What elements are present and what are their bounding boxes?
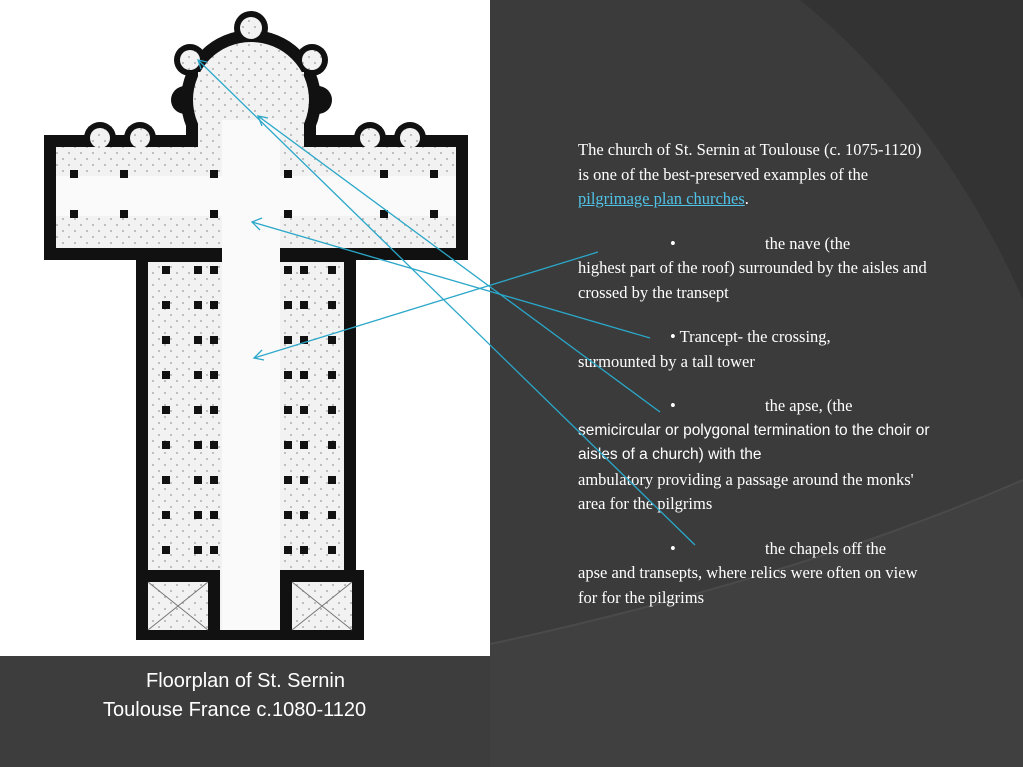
- caption-line-1: Floorplan of St. Sernin: [146, 670, 345, 692]
- image-caption: [0, 656, 490, 767]
- bullet-nave-head: the nave (the: [765, 233, 851, 253]
- bullet-chapels-head: the chapels off the: [765, 538, 887, 558]
- bullet-transept: [578, 325, 933, 374]
- bullet-nave-text: highest part of the roof) surrounded by the aisles and crossed by the transept: [578, 258, 927, 302]
- bullet-apse: [578, 394, 933, 517]
- bullet-apse-text: ambulatory providing a passage around the monks' area for the pilgrims: [578, 469, 914, 513]
- floorplan-image: [0, 0, 490, 656]
- bullet-chapels-text: apse and transepts, where relics were often on view for for the pilgrims: [578, 563, 918, 607]
- bullet-transept-head: Trancept- the crossing,: [679, 327, 831, 346]
- bullet-transept-text: surmounted by a tall tower: [578, 351, 755, 371]
- bullet-apse-definition: semicircular or polygonal termination to the choir or aisles of a church) with the: [578, 421, 930, 463]
- bullet-chapels: [578, 537, 933, 611]
- intro-text: The church of St. Sernin at Toulouse (c. 1075-1120) is one of the best-preserved examples of the: [578, 140, 922, 184]
- intro-period: .: [744, 189, 749, 208]
- description-text: [578, 138, 933, 630]
- bullet-icon: •: [670, 396, 676, 415]
- bullet-icon: •: [670, 233, 676, 253]
- bullet-icon: •: [670, 327, 676, 346]
- pilgrimage-plan-link[interactable]: pilgrimage plan churches: [578, 189, 745, 208]
- bullet-nave: [578, 232, 933, 306]
- caption-line-2: Toulouse France c.1080-1120: [103, 699, 367, 721]
- bullet-apse-head: the apse, (the: [765, 396, 853, 415]
- bullet-icon: •: [670, 538, 676, 558]
- intro-paragraph: [578, 138, 933, 212]
